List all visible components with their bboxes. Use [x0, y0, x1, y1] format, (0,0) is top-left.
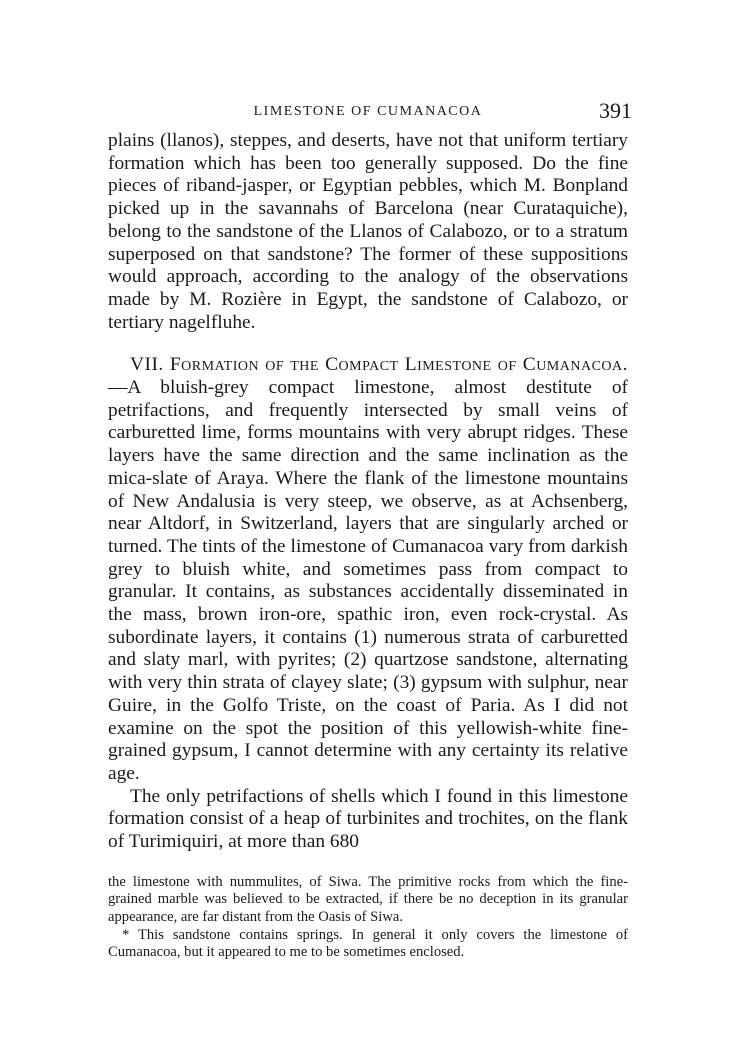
running-head [108, 98, 632, 130]
page-number: 391 [599, 98, 632, 123]
footnotes [108, 874, 628, 962]
body-paragraph: plains (llanos), steppes, and deserts, have not that uniform tertiary formation which has been too generally supposed. Do the fine pieces of riband-jasper, or Egyptian pebbles, which M. Bonpland picked up in the savannahs of Barcelona (near Curataquiche), belong to the sandstone of the Llanos of Calabozo, or to a stratum superposed on that sandstone? The former of these suppositions would approach, according to the analogy of the observations made by M. Rozière in Egypt, the sandstone of Calabozo, or tertiary nagelfluhe. [108, 130, 628, 333]
body-paragraph: The only petrifactions of shells which I found in this limestone formation consist of a heap of turbinites and trochites, on the flank of Turimiquiri, at more than 680 [108, 785, 628, 853]
section-text: —A bluish-grey compact limestone, almost destitute of petrifactions, and frequently intersected by small veins of carburetted lime, forms mountains with very abrupt ridges. These layers have the same direction and the same inclination as the mica-slate of Araya. Where the flank of the limestone mountains of New Andalusia is very steep, we observe, as at Achsenberg, near Altdorf, in Switzerland, layers that are singularly arched or turned. The tints of the limestone of Cumanacoa vary from darkish grey to bluish white, and sometimes pass from compact to granular. It contains, as substances accidentally disseminated in the mass, brown iron-ore, spathic iron, even rock-crystal. As subordinate layers, it contains (1) numerous strata of carburetted and slaty marl, with pyrites; (2) quartzose sandstone, alternating with very thin strata of clayey slate; (3) gypsum with sulphur, near Guire, in the Golfo Triste, on the coast of Paria. As I did not examine on the spot the position of this yellowish-white fine-grained gypsum, I cannot determine with any certainty its relative age. [108, 377, 628, 784]
footnote-continuation: the limestone with nummulites, of Siwa. The primitive rocks from which the fine-grained marble was believed to be extracted, if there be no deception in its granular appearance, are far distant from the Oasis of Siwa. [108, 873, 628, 925]
section-paragraph [108, 354, 628, 785]
book-page [108, 98, 632, 962]
running-title: LIMESTONE OF CUMANACOA [253, 104, 483, 119]
footnote: * This sandstone contains springs. In general it only covers the limestone of Cumanacoa, but it appeared to me to be sometimes enclosed. [108, 926, 628, 961]
body-text [108, 130, 628, 854]
section-heading: VII. Formation of the Compact Limestone of Cumanacoa. [130, 354, 628, 376]
